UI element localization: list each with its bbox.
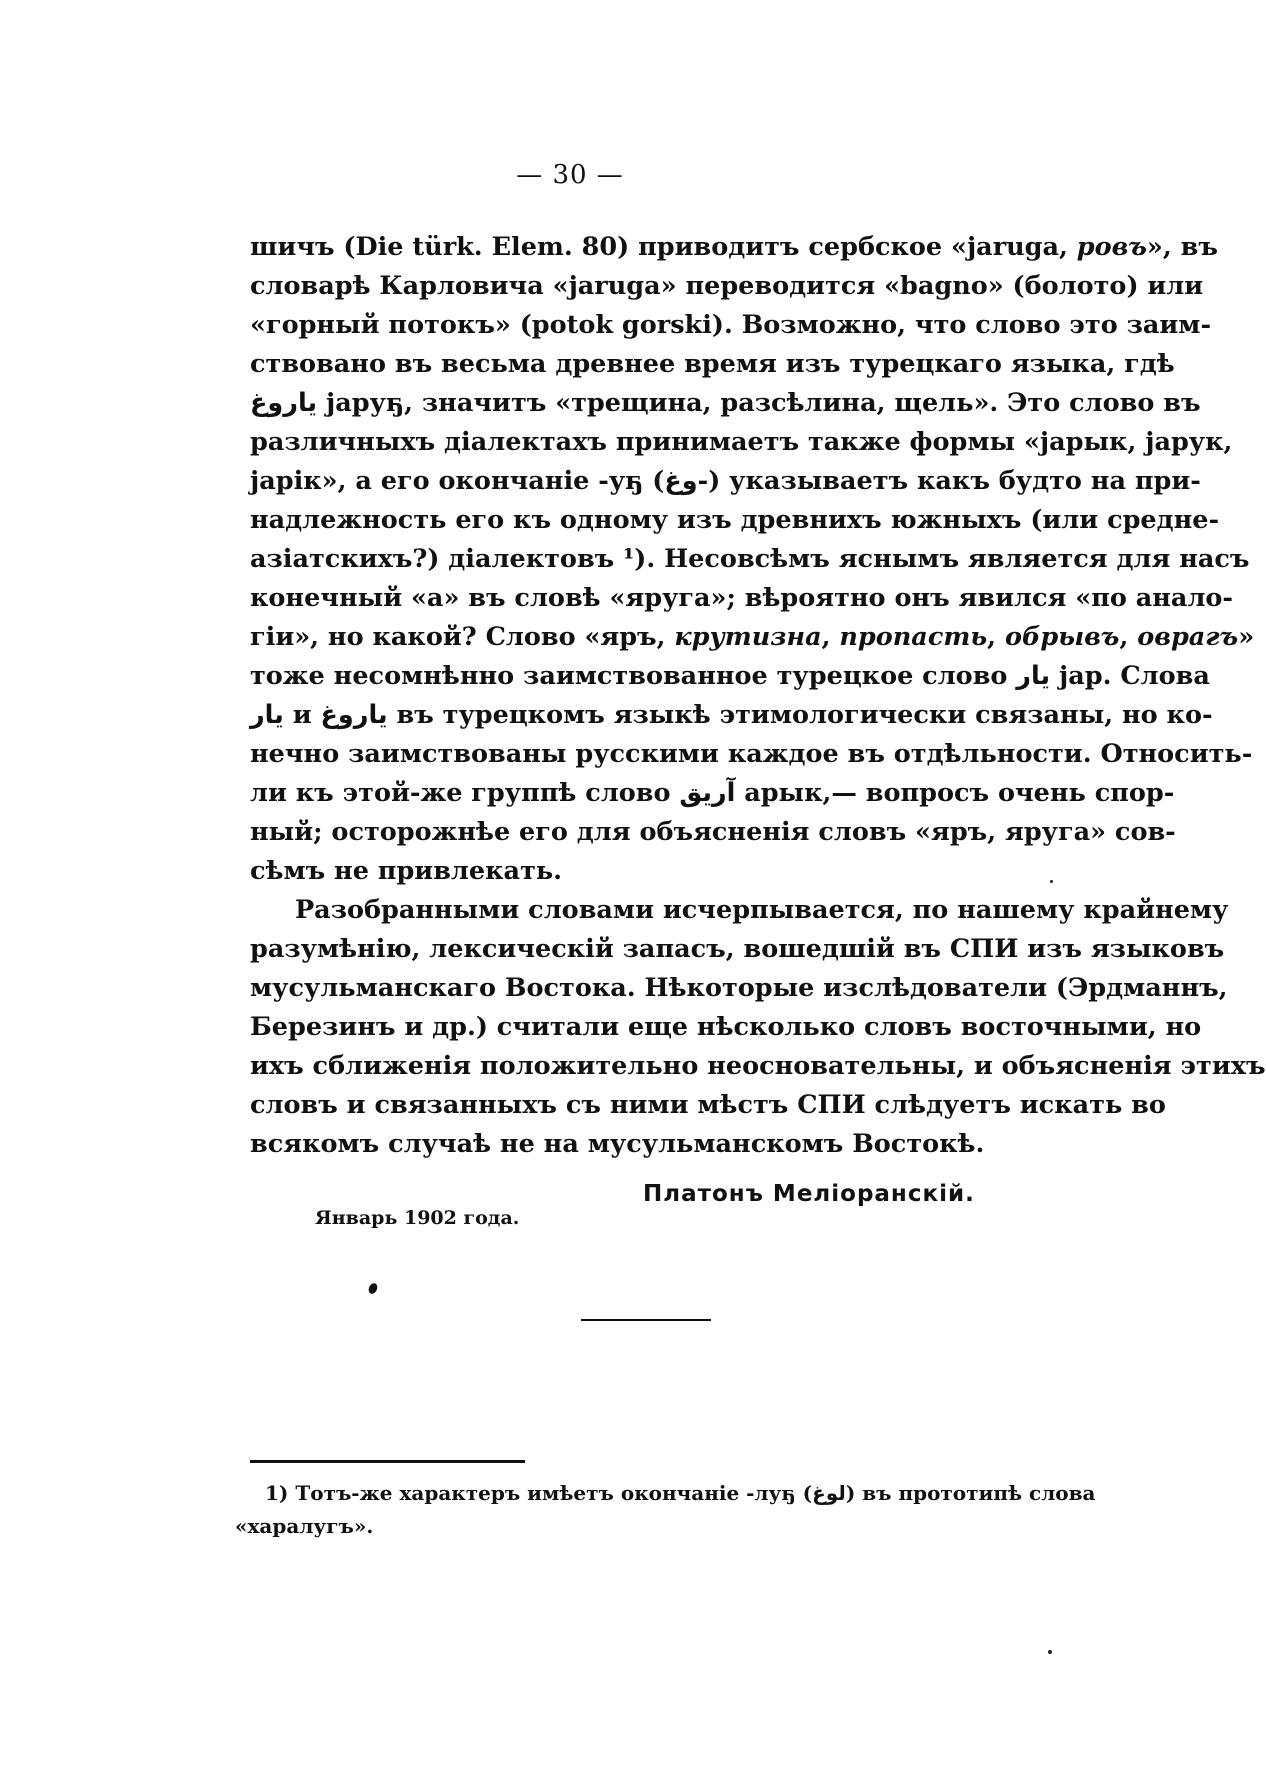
body_lines-line: [250, 774, 1175, 813]
arabic-word: لوغ: [812, 1481, 846, 1505]
body_lines-line: [250, 813, 1176, 852]
text-run: »: [1238, 622, 1255, 652]
text-run: ,: [1119, 622, 1138, 652]
body_lines-line: [250, 1047, 1266, 1086]
footnote_lines-line: [265, 1477, 1096, 1510]
body_lines-line: [250, 891, 1229, 930]
arabic-word: آریق: [679, 778, 736, 808]
arabic-word: یار: [1016, 661, 1051, 691]
body_lines-line: [250, 969, 1228, 1008]
body_lines-line: [250, 501, 1220, 540]
body_lines-line: [250, 306, 1212, 345]
text-run: азіатскихъ?) діалектовъ ¹). Несовсѣмъ яснымъ является для насъ: [250, 544, 1250, 574]
italic-word: ровъ: [1076, 232, 1147, 262]
footnote: [235, 1477, 1096, 1543]
body_lines-line: [250, 423, 1233, 462]
arabic-word: یار: [250, 700, 284, 730]
body_lines-line: [250, 267, 1204, 306]
body_lines-line: [250, 228, 1218, 267]
text-run: ,: [987, 622, 1005, 652]
body_lines-line: [250, 735, 1253, 774]
section-end-rule: [581, 1319, 711, 1321]
text-run: jарік», а его окончаніе -уҕ (: [250, 466, 665, 496]
ink-dot: [367, 1282, 379, 1295]
body_lines-line: [250, 1125, 1045, 1164]
body_lines-line: [250, 345, 1175, 384]
text-run: словъ и связанныхъ съ ними мѣстъ СПИ слѣдуетъ искать во: [250, 1090, 1166, 1120]
italic-word: крутизна: [674, 622, 822, 652]
text-run: «горный потокъ» (potok gorski). Возможно, что слово это заим-: [250, 310, 1212, 340]
text-run: 1) Тотъ-же характеръ имѣетъ окончаніе -луҕ (: [265, 1481, 813, 1505]
text-run: гіи», но какой? Слово «яръ,: [250, 622, 675, 652]
text-run: Разобранными словами исчерпывается, по нашему крайнему: [295, 895, 1229, 925]
text-run: и: [283, 700, 321, 730]
text-run: тоже несомнѣнно заимствованное турецкое слово: [250, 661, 1017, 691]
body_lines-line: [250, 579, 1234, 618]
text-run: конечный «а» въ словѣ «яруга»; вѣроятно онъ явился «по анало-: [250, 583, 1234, 613]
paper-speck: [1050, 880, 1053, 883]
text-run: jар. Слова: [1050, 661, 1210, 691]
body_lines-line: [250, 618, 1255, 657]
text-run: всякомъ случаѣ не на мусульманскомъ Востокѣ.: [250, 1129, 985, 1159]
page-number: — 30 —: [516, 160, 624, 190]
text-run: ,: [821, 622, 840, 652]
dateline: Январь 1902 года.: [315, 1207, 520, 1229]
text-run: ли къ этой-же группѣ слово: [250, 778, 680, 808]
text-run: нечно заимствованы русскими каждое въ отдѣльности. Относить-: [250, 739, 1253, 769]
body-text: [250, 228, 1266, 1164]
text-run: », въ: [1146, 232, 1218, 262]
text-run: ) въ прототипѣ слова: [845, 1481, 1096, 1505]
footnote-separator: [250, 1460, 525, 1463]
text-run: мусульманскаго Востока. Нѣкоторые изслѣдователи (Эрдманнъ,: [250, 973, 1228, 1003]
text-run: ный; осторожнѣе его для объясненія словъ «яръ, яруга» сов-: [250, 817, 1176, 847]
arabic-word: یاروغ: [320, 700, 388, 730]
text-run: ихъ сближенія положительно неосновательны, и объясненія этихъ: [250, 1051, 1266, 1081]
arabic-word: یاروغ: [250, 388, 318, 418]
body_lines-line: [250, 462, 1201, 501]
body_lines-line: [250, 1008, 1202, 1047]
author-signature: Платонъ Меліоранскій.: [643, 1181, 975, 1207]
text-run: надлежность его къ одному изъ древнихъ южныхъ (или средне-: [250, 505, 1220, 535]
italic-word: пропасть: [839, 622, 988, 652]
text-run: шичъ (Die türk. Elem. 80) приводитъ сербское «jaruga,: [250, 232, 1077, 262]
text-run: сѣмъ не привлекать.: [250, 856, 563, 886]
text-run: разумѣнію, лексическій запасъ, вошедшій въ СПИ изъ языковъ: [250, 934, 1225, 964]
footnote_lines-line: [235, 1510, 1055, 1543]
text-run: -) указываетъ какъ будто на при-: [697, 466, 1201, 496]
body_lines-line: [250, 1086, 1166, 1125]
italic-word: оврагъ: [1137, 622, 1239, 652]
text-run: ствовано въ весьма древнее время изъ турецкаго языка, гдѣ: [250, 349, 1175, 379]
body_lines-line: [250, 852, 1045, 891]
text-run: въ турецкомъ языкѣ этимологически связаны, но ко-: [387, 700, 1213, 730]
body_lines-line: [250, 384, 1201, 423]
body_lines-line: [250, 930, 1225, 969]
paper-speck: [1048, 1650, 1052, 1654]
text-run: «харалугъ».: [235, 1514, 374, 1538]
arabic-word: وغ: [664, 466, 698, 496]
italic-word: обрывъ: [1004, 622, 1120, 652]
text-run: различныхъ діалектахъ принимаетъ также формы «jарык, jарук,: [250, 427, 1233, 457]
body_lines-line: [250, 657, 1210, 696]
text-run: словарѣ Карловича «jaruga» переводится «bagno» (болото) или: [250, 271, 1204, 301]
text-run: jаруҕ, значитъ «трещина, разсѣлина, щель». Это слово въ: [317, 388, 1201, 418]
text-run: Березинъ и др.) считали еще нѣсколько словъ восточными, но: [250, 1012, 1202, 1042]
text-run: арык,— вопросъ очень спор-: [735, 778, 1175, 808]
body_lines-line: [250, 540, 1250, 579]
body_lines-line: [250, 696, 1213, 735]
